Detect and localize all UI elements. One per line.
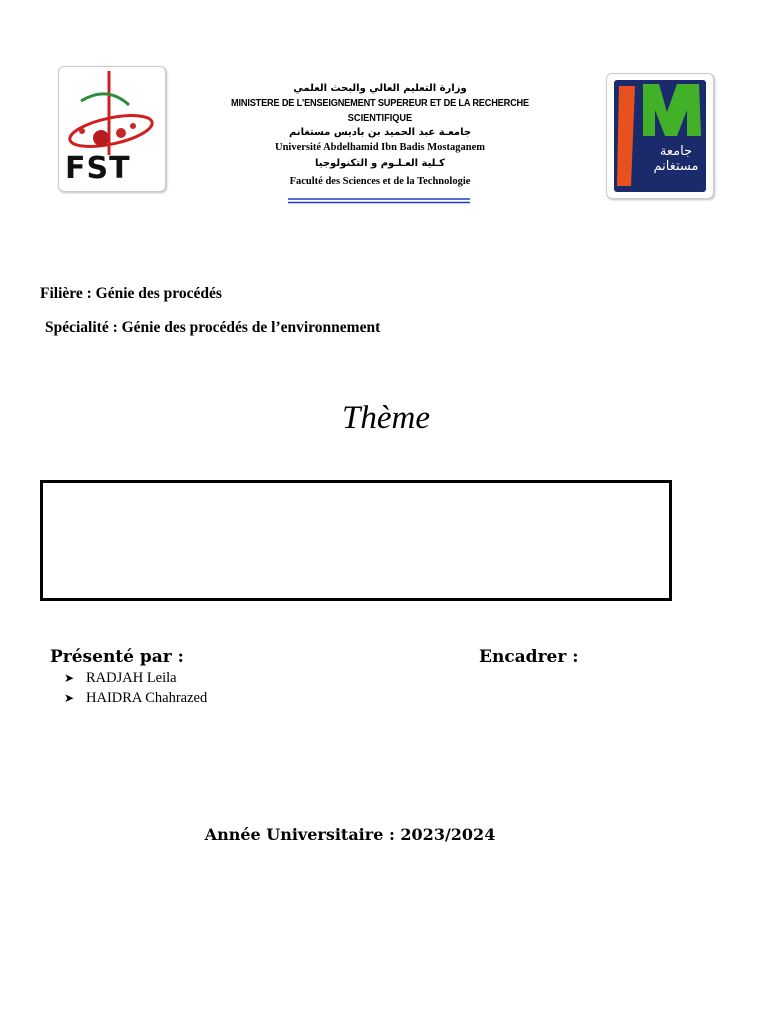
theme-box — [40, 480, 672, 601]
arrow-bullet-icon: ➤ — [64, 671, 75, 685]
fst-logo — [58, 66, 166, 192]
theme-title-text: Thème — [342, 400, 430, 436]
arrow-bullet-icon: ➤ — [64, 691, 75, 705]
header-underline — [288, 198, 470, 204]
student-item — [64, 690, 207, 707]
student-item — [64, 670, 177, 687]
ministry-title: MINISTERE DE L'ENSEIGNEMENT SUPEREUR ET DE LA RECHERCHE — [231, 98, 529, 109]
presente-par-label: Présenté par : — [50, 647, 184, 667]
arabic-faculty-line: كـلية العـلـوم و التكنولوجيا — [315, 158, 445, 169]
student-name: HAIDRA Chahrazed — [86, 690, 208, 706]
fst-logo-text: FST — [65, 151, 131, 186]
univ-mostaganem-logo — [606, 73, 714, 199]
specialite-line: Spécialité : Génie des procédés de l’environnement — [45, 319, 381, 336]
theme-title — [2, 400, 768, 437]
academic-year: Année Universitaire : 2023/2024 — [204, 825, 496, 844]
student-name: RADJAH Leila — [86, 670, 177, 686]
university-name: Université Abdelhamid Ibn Badis Mostaganem — [274, 142, 486, 153]
univ-logo-text: جامعة مستغانم — [653, 144, 699, 174]
faculty-name: Faculté des Sciences et de la Technologie — [289, 176, 471, 187]
ministry-title-cont: SCIENTIFIQUE — [347, 113, 413, 124]
encadrer-label: Encadrer : — [479, 647, 579, 667]
arabic-university-line: جامعـة عبد الحميد بن باديس مستغانم — [288, 127, 472, 138]
filiere-line: Filière : Génie des procédés — [40, 285, 222, 302]
arabic-ministry-line: وزارة التعليم العالي والبحث العلمي — [293, 83, 467, 94]
